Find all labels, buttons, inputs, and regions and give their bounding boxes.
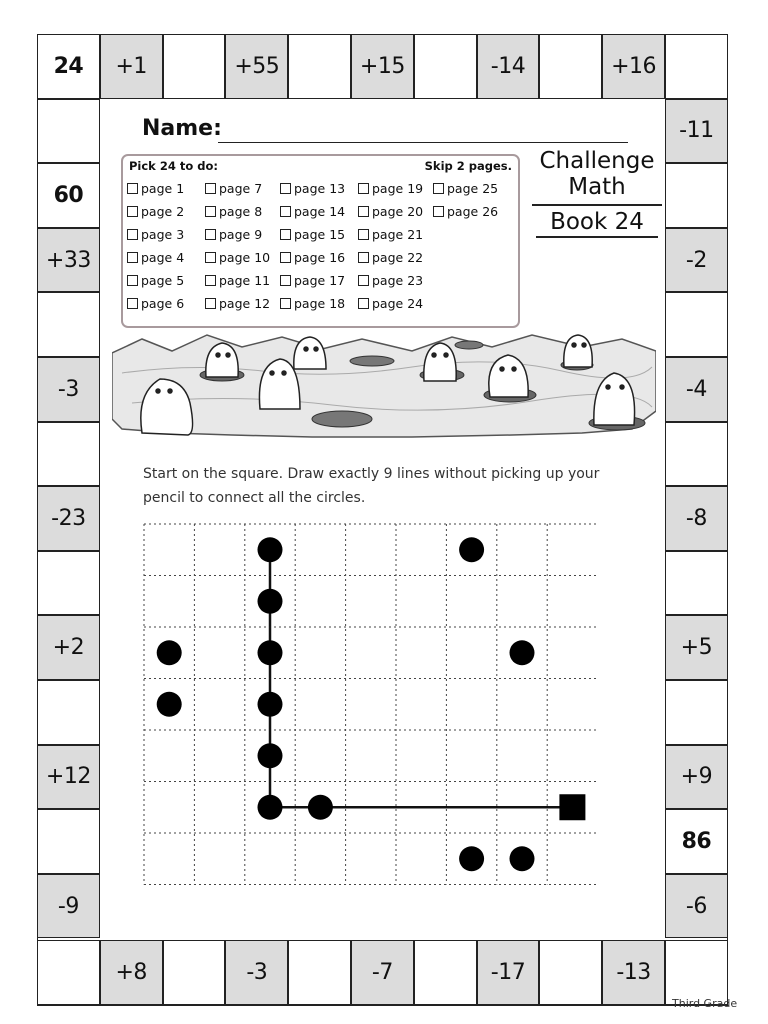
page-checkbox-label: page 11	[219, 273, 271, 288]
name-line[interactable]	[218, 142, 628, 143]
border-cell-bottom: -13	[602, 940, 665, 1005]
page-checkbox-label: page 7	[219, 181, 263, 196]
border-cell-bottom	[414, 940, 477, 1005]
puzzle-dot	[510, 640, 535, 665]
border-cell-right	[665, 292, 728, 357]
page-checkbox-item[interactable]	[205, 227, 262, 242]
checkbox-icon[interactable]	[433, 206, 444, 217]
pick-label: Pick 24 to do:	[129, 159, 218, 173]
page-checkbox-item[interactable]	[280, 204, 345, 219]
name-label: Name:	[142, 116, 222, 141]
checkbox-icon[interactable]	[280, 183, 291, 194]
border-cell-top: +1	[100, 34, 163, 99]
page-checkbox-item[interactable]	[205, 250, 270, 265]
page-checkbox-label: page 14	[294, 204, 346, 219]
checkbox-icon[interactable]	[205, 275, 216, 286]
puzzle-dot	[258, 795, 283, 820]
checkbox-icon[interactable]	[280, 252, 291, 263]
checkbox-icon[interactable]	[358, 183, 369, 194]
checkbox-icon[interactable]	[280, 298, 291, 309]
border-cell-right	[665, 163, 728, 228]
border-cell-left: -3	[37, 357, 100, 422]
page-checkbox-item[interactable]	[127, 296, 184, 311]
hole	[455, 341, 483, 349]
checkbox-icon[interactable]	[358, 298, 369, 309]
border-cell-left: +2	[37, 615, 100, 680]
border-cell-top: +16	[602, 34, 665, 99]
checkbox-icon[interactable]	[127, 229, 138, 240]
checkbox-icon[interactable]	[205, 206, 216, 217]
page-checkbox-item[interactable]	[358, 296, 423, 311]
border-cell-left	[37, 680, 100, 745]
checkbox-icon[interactable]	[358, 252, 369, 263]
page-checkbox-label: page 26	[447, 204, 499, 219]
groundhog-icon	[564, 335, 592, 367]
border-cell-left: 60	[37, 163, 100, 228]
puzzle-dot	[258, 537, 283, 562]
puzzle-dot	[258, 743, 283, 768]
page-checkbox-label: page 19	[372, 181, 424, 196]
border-cell-bottom: -3	[225, 940, 288, 1005]
border-cell-bottom	[288, 940, 351, 1005]
border-cell-left	[37, 551, 100, 616]
puzzle-dot	[459, 846, 484, 871]
checkbox-icon[interactable]	[205, 298, 216, 309]
page-checkbox-item[interactable]	[205, 181, 262, 196]
page-checkbox-label: page 4	[141, 250, 185, 265]
checkbox-icon[interactable]	[205, 252, 216, 263]
page-checkbox-label: page 1	[141, 181, 185, 196]
border-cell-left: -23	[37, 486, 100, 551]
page-checkbox-label: page 21	[372, 227, 424, 242]
border-cell-bottom: -7	[351, 940, 414, 1005]
page-checkbox-label: page 6	[141, 296, 185, 311]
page-checkbox-item[interactable]	[205, 273, 270, 288]
page-checkbox-item[interactable]	[127, 204, 184, 219]
page-checkbox-item[interactable]	[433, 204, 498, 219]
checkbox-icon[interactable]	[358, 229, 369, 240]
page-checkbox-label: page 9	[219, 227, 263, 242]
border-cell-top	[414, 34, 477, 99]
page-checkbox-label: page 10	[219, 250, 271, 265]
border-cell-right	[665, 680, 728, 745]
checkbox-icon[interactable]	[127, 298, 138, 309]
page-checkbox-item[interactable]	[127, 250, 184, 265]
border-cell-right: -11	[665, 99, 728, 164]
border-cell-top: +55	[225, 34, 288, 99]
hole	[312, 411, 372, 427]
title-line-3: Book 24	[550, 209, 644, 235]
checkbox-icon[interactable]	[127, 275, 138, 286]
border-cell-left: -9	[37, 874, 100, 939]
book-title	[532, 148, 662, 238]
page-checkbox-item[interactable]	[280, 273, 345, 288]
border-cell-right: 86	[665, 809, 728, 874]
border-cell-right: +5	[665, 615, 728, 680]
page-checkbox-item[interactable]	[280, 181, 345, 196]
border-cell-left	[37, 99, 100, 164]
page-checkbox-item[interactable]	[127, 227, 184, 242]
page-checkbox-item[interactable]	[280, 296, 345, 311]
page-checkbox-item[interactable]	[433, 181, 498, 196]
instructions	[143, 462, 643, 510]
border-cell-right	[665, 422, 728, 487]
instructions-line-2: pencil to connect all the circles.	[143, 490, 366, 506]
border-cell-bottom	[665, 940, 728, 1005]
page-checkbox-item[interactable]	[280, 250, 345, 265]
page-checkbox-label: page 25	[447, 181, 499, 196]
page-checkbox-label: page 8	[219, 204, 263, 219]
skip-label: Skip 2 pages.	[424, 159, 512, 173]
page-checkbox-item[interactable]	[280, 227, 345, 242]
hole	[350, 356, 394, 366]
groundhog-illustration	[112, 333, 656, 443]
page-checkbox-item[interactable]	[205, 204, 262, 219]
checkbox-icon[interactable]	[433, 183, 444, 194]
border-cell-right: -8	[665, 486, 728, 551]
checkbox-icon[interactable]	[127, 252, 138, 263]
border-cell-top	[539, 34, 602, 99]
page-checkbox-item[interactable]	[127, 273, 184, 288]
title-divider	[532, 204, 662, 206]
border-cell-left: +33	[37, 228, 100, 293]
page-checkbox-label: page 12	[219, 296, 271, 311]
border-cell-top: +15	[351, 34, 414, 99]
puzzle-dot	[157, 692, 182, 717]
instructions-line-1: Start on the square. Draw exactly 9 lines without picking up your	[143, 466, 600, 482]
page-checkbox-label: page 23	[372, 273, 424, 288]
page-picker	[121, 154, 520, 328]
page-checkbox-item[interactable]	[127, 181, 184, 196]
page-checkbox-label: page 17	[294, 273, 346, 288]
title-line-2: Math	[568, 174, 626, 200]
puzzle-dot	[258, 692, 283, 717]
puzzle-dot	[510, 846, 535, 871]
puzzle-dot	[258, 640, 283, 665]
checkbox-icon[interactable]	[127, 206, 138, 217]
border-cell-bottom	[37, 940, 100, 1005]
checkbox-icon[interactable]	[127, 183, 138, 194]
puzzle-dot	[157, 640, 182, 665]
puzzle-dot	[258, 589, 283, 614]
border-cell-top: -14	[477, 34, 540, 99]
border-cell-right: +9	[665, 745, 728, 810]
checkbox-icon[interactable]	[205, 183, 216, 194]
page-checkbox-label: page 20	[372, 204, 424, 219]
page-checkbox-label: page 13	[294, 181, 346, 196]
border-cell-top	[288, 34, 351, 99]
border-cell-right: -4	[665, 357, 728, 422]
checkbox-icon[interactable]	[205, 229, 216, 240]
page-checkbox-label: page 3	[141, 227, 185, 242]
border-cell-left	[37, 809, 100, 874]
dot-puzzle-grid[interactable]	[142, 522, 597, 890]
puzzle-dot	[459, 537, 484, 562]
border-cell-top: 24	[37, 34, 100, 99]
page-checkbox-label: page 15	[294, 227, 346, 242]
border-cell-right: -2	[665, 228, 728, 293]
page-checkbox-label: page 18	[294, 296, 346, 311]
checkbox-icon[interactable]	[358, 275, 369, 286]
checkbox-icon[interactable]	[280, 275, 291, 286]
page-checkbox-item[interactable]	[358, 250, 423, 265]
checkbox-icon[interactable]	[280, 206, 291, 217]
checkbox-icon[interactable]	[280, 229, 291, 240]
page-checkbox-label: page 5	[141, 273, 185, 288]
page-checkbox-label: page 2	[141, 204, 185, 219]
page-checkbox-label: page 16	[294, 250, 346, 265]
title-line-1: Challenge	[539, 148, 655, 174]
grade-label: Third Grade	[672, 997, 738, 1010]
page-checkbox-item[interactable]	[358, 204, 423, 219]
border-cell-right	[665, 551, 728, 616]
border-cell-left: +12	[37, 745, 100, 810]
page-checkbox-item[interactable]	[358, 227, 423, 242]
checkbox-icon[interactable]	[358, 206, 369, 217]
puzzle-dot	[308, 795, 333, 820]
border-cell-top	[665, 34, 728, 99]
border-cell-left	[37, 292, 100, 357]
title-underline	[536, 236, 658, 238]
border-cell-top	[163, 34, 226, 99]
page-checkbox-item[interactable]	[358, 181, 423, 196]
border-cell-right: -6	[665, 874, 728, 939]
page-checkbox-item[interactable]	[205, 296, 270, 311]
border-cell-left	[37, 422, 100, 487]
page-checkbox-label: page 24	[372, 296, 424, 311]
border-cell-bottom	[539, 940, 602, 1005]
border-cell-bottom	[163, 940, 226, 1005]
page-checkbox-label: page 22	[372, 250, 424, 265]
page-checkbox-item[interactable]	[358, 273, 423, 288]
border-cell-bottom: -17	[477, 940, 540, 1005]
border-cell-bottom: +8	[100, 940, 163, 1005]
start-square	[559, 794, 585, 820]
